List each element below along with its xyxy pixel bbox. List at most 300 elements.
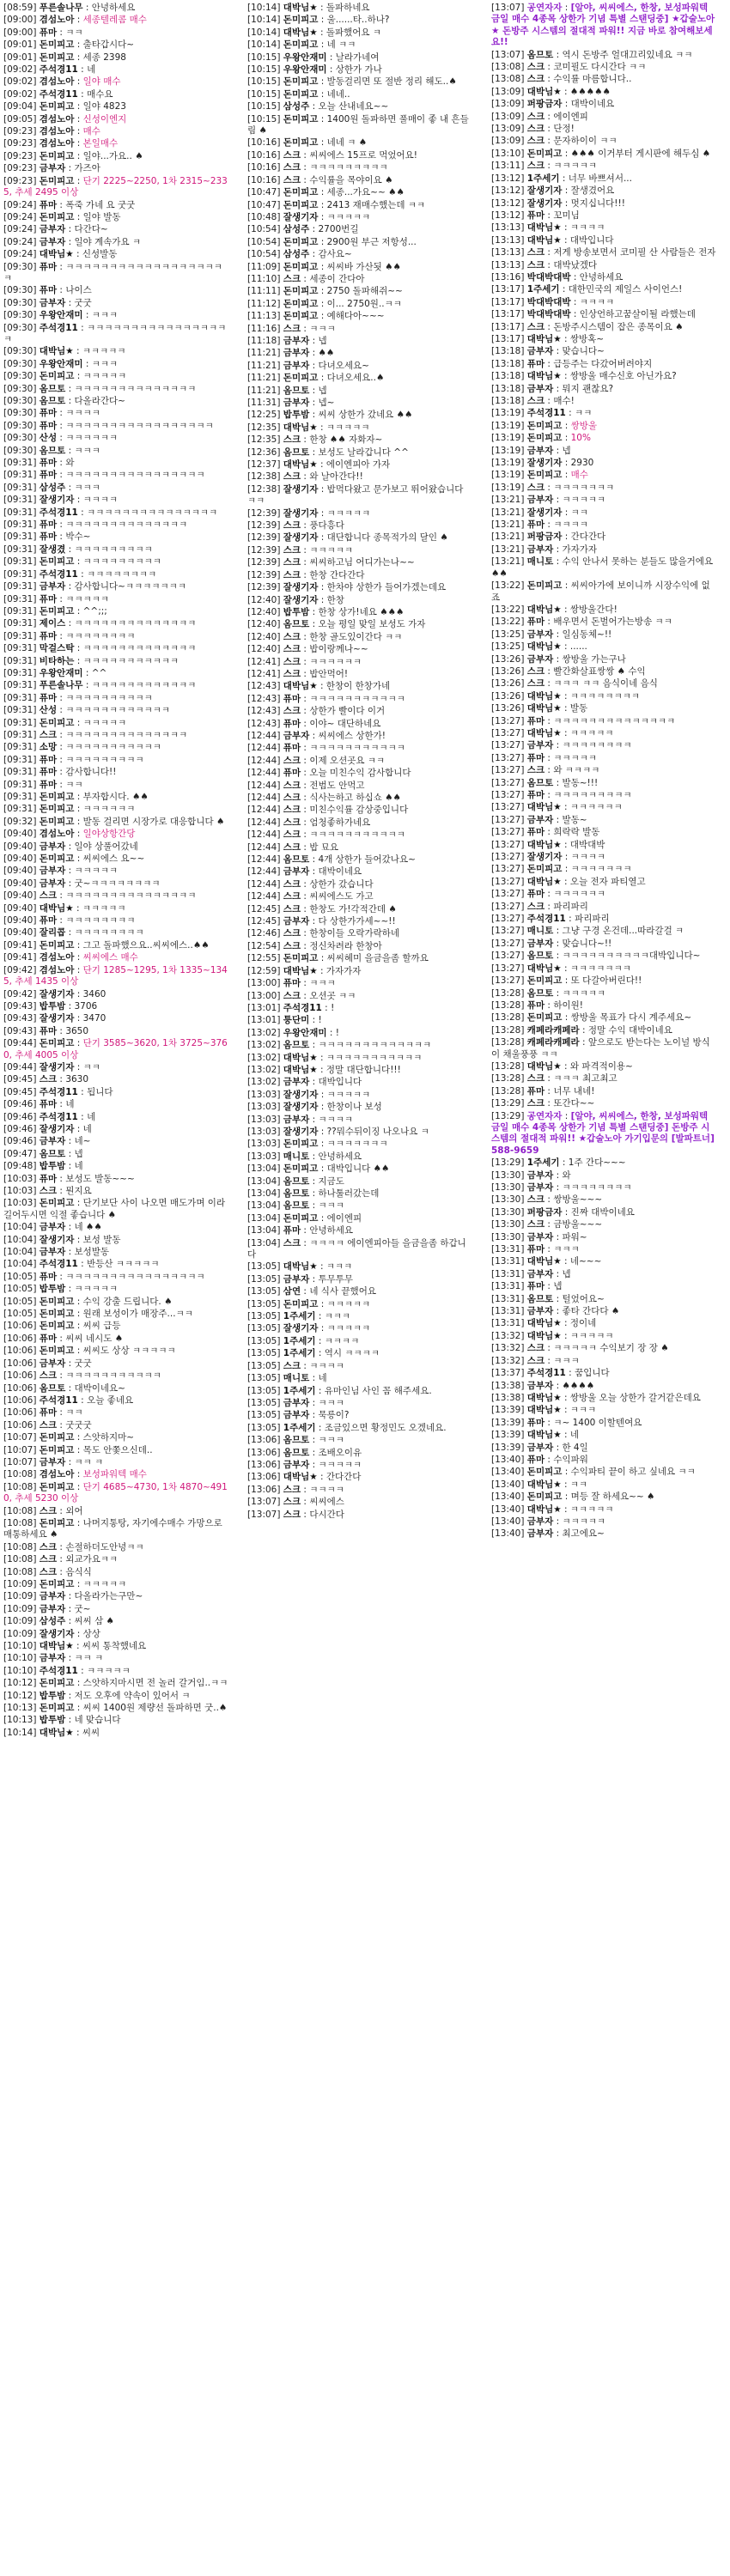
message-text: 오늘 미친수익 감사합니다 [309, 768, 411, 779]
author-separator: : [77, 64, 88, 76]
message-text: ㅋㅋㅋㅋㅋ [569, 1504, 614, 1515]
author-separator: : [561, 1256, 570, 1267]
chat-message [3, 64, 228, 76]
chat-message [491, 889, 716, 901]
message-timestamp: [13:27] [491, 975, 525, 987]
message-author: 퓨마 [283, 978, 301, 989]
chat-message [247, 854, 472, 866]
message-author: 밥투밤 [39, 1284, 66, 1295]
author-separator: : [315, 1335, 325, 1346]
message-author: 잘생기자 [283, 594, 319, 605]
message-text: 이... 2750원..ㅋㅋ [326, 298, 402, 309]
message-timestamp: [11:13] [247, 311, 281, 322]
message-timestamp: [13:03] [247, 1139, 281, 1150]
author-separator: : [561, 86, 570, 97]
author-separator: : [318, 298, 327, 309]
message-author: 스크 [283, 940, 301, 951]
chat-message [247, 3, 472, 15]
author-separator: : [65, 1591, 75, 1602]
author-separator: : [74, 52, 83, 63]
chat-message [491, 284, 716, 296]
message-timestamp: [09:30] [3, 261, 37, 272]
chat-message [491, 802, 716, 814]
message-timestamp: [13:31] [491, 1306, 525, 1317]
author-separator: : [553, 1380, 563, 1391]
message-author: 스크 [283, 644, 301, 655]
message-text: 단기 2225~2250, 1차 2315~2335, 추세 2495 이상 [3, 175, 228, 198]
chat-column-2 [247, 3, 472, 2570]
author-separator: : [317, 1472, 326, 1483]
message-timestamp: [13:09] [491, 111, 525, 122]
message-timestamp: [10:10] [3, 1641, 37, 1652]
author-separator: : [57, 261, 66, 272]
chat-message [3, 1038, 228, 1062]
message-timestamp: [12:40] [247, 631, 281, 642]
message-text: ㅋㅋ ㅋ [74, 1653, 104, 1664]
message-timestamp: [10:06] [3, 1394, 37, 1406]
message-text: 보성발동 [74, 1247, 110, 1258]
message-timestamp: [10:05] [3, 1271, 37, 1282]
chat-message [247, 669, 472, 681]
message-author: 스크 [39, 1566, 58, 1577]
message-text: 씨씨 통착했네요 [82, 1641, 147, 1652]
message-text: 씨씨에스도 가고 [309, 891, 374, 902]
message-author: 스크 [39, 1074, 58, 1085]
author-separator: : [565, 408, 575, 419]
message-author: 금부자 [283, 1077, 310, 1088]
chat-message [491, 951, 716, 963]
message-text: 좋타 간다다 ♠ [562, 1306, 620, 1317]
message-timestamp: [09:40] [3, 829, 37, 840]
chat-message [491, 815, 716, 827]
message-author: 옴므토 [39, 1148, 66, 1159]
message-text: 뭔지요 [65, 1186, 92, 1196]
message-text: 대박대박 [569, 839, 605, 850]
message-author: 스크 [39, 1505, 58, 1516]
message-author: 금부자 [39, 878, 66, 889]
chat-message [491, 629, 716, 641]
message-author: 옴므토 [283, 1176, 310, 1187]
message-text: 대박이네요 [570, 99, 615, 110]
message-timestamp: [11:10] [247, 273, 281, 284]
message-author: 옴므토 [39, 396, 66, 406]
message-timestamp: [13:28] [491, 1024, 525, 1036]
chat-message [3, 1136, 228, 1148]
message-timestamp: [09:23] [3, 126, 37, 137]
message-timestamp: [12:45] [247, 916, 281, 927]
message-text: ㅋㅋㅋㅋㅋㅋㅋㅋ [569, 690, 641, 702]
author-separator: : [74, 1309, 83, 1320]
message-timestamp: [13:21] [491, 532, 525, 543]
message-text: ㅋㅋㅋㅋㅋ [74, 866, 119, 877]
chat-message [3, 138, 228, 150]
message-author: 금부자 [283, 1410, 310, 1421]
message-text: ㅋㅋㅋㅋㅋ [569, 727, 614, 738]
author-separator: : [74, 1432, 83, 1443]
message-text: ㅋㅋㅋㅋㅋ [82, 902, 126, 914]
message-timestamp: [13:19] [491, 482, 525, 493]
message-author: 대박님★ [283, 27, 318, 38]
chat-message [247, 471, 472, 483]
message-text: ㅋㅋ [82, 1061, 100, 1072]
author-separator: : [301, 149, 310, 161]
message-author: 스크 [283, 928, 301, 939]
chat-message [247, 756, 472, 768]
chat-message [247, 768, 472, 780]
message-timestamp: [13:06] [247, 1472, 281, 1483]
message-timestamp: [13:32] [491, 1343, 525, 1354]
author-separator: : [65, 1382, 75, 1394]
author-separator: : [301, 768, 310, 779]
chat-message [3, 89, 228, 101]
chat-message [3, 730, 228, 742]
chat-message [3, 212, 228, 224]
author-separator: : [74, 854, 83, 865]
message-text: ㅋㅋㅋㅋ [569, 222, 605, 234]
message-timestamp: [12:44] [247, 730, 281, 741]
author-separator: : [309, 1397, 319, 1408]
message-author: 옴므토 [283, 1040, 310, 1051]
author-separator: : [317, 1064, 326, 1075]
message-timestamp: [09:40] [3, 890, 37, 902]
message-text: 저게 방송보면서 코미필 산 사람들은 전자 [553, 247, 716, 258]
message-timestamp: [10:08] [3, 1541, 37, 1552]
message-timestamp: [13:06] [247, 1484, 281, 1495]
message-text: ㅋㅋㅋㅋㅋㅋㅋㅋㅋㅋㅋㅋㅋㅋㅋ [65, 890, 197, 902]
message-timestamp: [13:21] [491, 495, 525, 506]
message-text: ㅋㅋㅋㅋㅋㅋㅋ [553, 482, 615, 493]
author-separator: : [544, 1454, 554, 1465]
chat-message [247, 508, 472, 520]
message-author: 퓨마 [39, 408, 58, 419]
message-text: ㅋㅋㅋㅋㅋㅋㅋㅋㅋ [82, 556, 161, 568]
message-timestamp: [09:23] [3, 175, 37, 186]
message-timestamp: [09:43] [3, 1025, 37, 1036]
message-timestamp: [10:08] [3, 1481, 37, 1492]
message-author: 스크 [526, 247, 545, 258]
author-separator: : [309, 1447, 319, 1458]
message-timestamp: [09:31] [3, 742, 37, 753]
author-separator: : [315, 1348, 325, 1359]
message-timestamp: [13:21] [491, 544, 525, 555]
chat-message [247, 1348, 472, 1360]
message-text: 안녕하세요 [579, 271, 624, 283]
chat-message [3, 556, 228, 568]
message-author: 금부자 [526, 1442, 554, 1453]
author-separator: : [301, 805, 310, 816]
author-separator: : [301, 174, 310, 185]
message-author: 돈미피고 [39, 792, 75, 802]
author-separator: : [544, 136, 554, 147]
author-separator: : [562, 148, 571, 159]
author-separator: : [77, 507, 88, 518]
chat-message [491, 1306, 716, 1318]
author-separator: : [318, 1323, 327, 1334]
message-author: 옴므토 [283, 1188, 310, 1199]
message-timestamp: [13:28] [491, 999, 525, 1011]
chat-message [3, 1395, 228, 1407]
message-text: ㅋㅋㅋㅋㅋㅋㅋㅋ [65, 630, 136, 641]
message-timestamp: [13:19] [491, 470, 525, 481]
chat-message [247, 1163, 472, 1176]
author-separator: : [309, 348, 319, 359]
message-text: 나이스 [65, 285, 92, 296]
message-text: ㅋㅋㅋㅋㅋㅋㅋㅋㅋ [65, 754, 144, 765]
message-timestamp: [13:27] [491, 765, 525, 776]
message-timestamp: [13:05] [247, 1261, 281, 1273]
author-separator: : [73, 346, 82, 357]
message-author: 금부자 [526, 1528, 554, 1540]
message-author: 우왕안재미 [39, 358, 83, 369]
message-text: 뭐지 괜찮요? [562, 383, 614, 394]
message-author: 퓨마 [526, 790, 545, 800]
author-separator: : [317, 1052, 326, 1063]
chat-message [491, 1269, 716, 1281]
author-separator: : [57, 630, 66, 641]
message-author: 대박님★ [526, 86, 562, 97]
message-text: ㅋㅋ [569, 1479, 588, 1490]
message-timestamp: [10:06] [3, 1370, 37, 1382]
chat-message [3, 408, 228, 420]
message-timestamp: [13:31] [491, 1318, 525, 1329]
author-separator: : [65, 1456, 75, 1467]
message-timestamp: [11:21] [247, 348, 281, 359]
chat-message [247, 459, 472, 471]
message-author: 매니토 [526, 556, 554, 568]
chat-message [491, 1455, 716, 1467]
message-author: 돈미피고 [39, 804, 75, 815]
author-separator: : [561, 222, 570, 234]
chat-message [3, 1099, 228, 1111]
author-separator: : [57, 420, 66, 431]
chat-message [247, 941, 472, 953]
author-separator: : [57, 285, 66, 296]
message-timestamp: [09:42] [3, 988, 37, 999]
chat-message [3, 569, 228, 581]
chat-message [491, 666, 716, 678]
chat-message [491, 1111, 716, 1158]
author-separator: : [309, 866, 319, 878]
chat-message [491, 235, 716, 247]
chat-message [491, 136, 716, 148]
message-author: 삼연 [283, 1286, 301, 1297]
chat-message [3, 224, 228, 236]
author-separator: : [318, 582, 327, 593]
chat-message [491, 495, 716, 507]
chat-message [3, 817, 228, 829]
message-timestamp: [10:16] [247, 174, 281, 185]
chat-message [247, 1090, 472, 1102]
message-text: ㅋㅋㅋㅋㅋㅋㅋㅋㅋㅋㅋ [65, 742, 161, 753]
message-author: 스크 [526, 74, 545, 85]
message-author: 퓨마 [283, 768, 301, 779]
message-author: 옴므토 [39, 383, 66, 394]
message-author: 대박님★ [526, 222, 562, 234]
message-author: 스크 [526, 259, 545, 270]
message-text: ♠♠♠♠♠ [569, 86, 611, 97]
chat-message [3, 359, 228, 371]
message-timestamp: [13:04] [247, 1237, 281, 1249]
message-timestamp: [13:05] [247, 1311, 281, 1322]
author-separator: : [57, 1099, 66, 1110]
message-author: 1주세기 [283, 1422, 316, 1433]
author-separator: : [553, 1268, 563, 1279]
message-text: ㅋㅋㅋㅋㅋ [553, 161, 598, 172]
message-text: 세종...가요~~ ♠♠ [326, 187, 405, 198]
message-timestamp: [12:43] [247, 681, 281, 692]
author-separator: : [318, 286, 327, 297]
chat-message [491, 1000, 716, 1012]
chat-message [247, 1373, 472, 1385]
message-author: 스크 [283, 668, 301, 679]
author-separator: : [301, 1360, 310, 1371]
chat-message [3, 1567, 228, 1579]
message-timestamp: [13:39] [491, 1405, 525, 1416]
chat-message [3, 1457, 228, 1469]
author-separator: : [553, 987, 563, 999]
message-text: 한창도 가!각적간데 ♠ [309, 903, 397, 914]
chat-message [247, 262, 472, 274]
author-separator: : [309, 410, 319, 421]
chat-message [491, 1318, 716, 1330]
chat-message [491, 852, 716, 864]
message-text: ㅋㅋ [65, 1407, 83, 1419]
message-text: 대박입니다 [569, 234, 614, 246]
author-separator: : [65, 1690, 75, 1701]
message-timestamp: [10:08] [3, 1566, 37, 1577]
author-separator: : [77, 1394, 88, 1406]
chat-message [3, 606, 228, 618]
message-text: ㅋㅋㅋㅋㅋㅋㅋㅋㅋㅋㅋㅋㅋㅋ [74, 383, 197, 394]
message-timestamp: [13:17] [491, 333, 525, 344]
message-timestamp: [10:04] [3, 1234, 37, 1245]
chat-message [247, 1053, 472, 1065]
message-author: 퓨마 [39, 692, 58, 703]
chat-message [491, 641, 716, 653]
message-author: 돈미피고 [526, 864, 563, 875]
message-text: ㅋㅋㅋㅋㅋㅋㅋㅋㅋ [74, 544, 153, 555]
message-text: 굿~ㅋㅋㅋㅋㅋㅋㅋㅋ [74, 878, 161, 889]
author-separator: : [570, 296, 580, 307]
chat-message [247, 89, 472, 101]
message-text: 와 파격적이용~ [569, 1060, 633, 1072]
message-timestamp: [13:17] [491, 284, 525, 295]
author-separator: : [544, 62, 554, 73]
message-timestamp: [10:05] [3, 1296, 37, 1307]
message-author: 스크 [283, 1237, 301, 1249]
chat-message [247, 1274, 472, 1286]
chat-message [247, 286, 472, 298]
message-text: 코미필도 다시간다 ㅋㅋ [553, 62, 647, 73]
message-text: 정말 수익 대박이네요 [587, 1024, 672, 1036]
message-timestamp: [09:31] [3, 729, 37, 740]
message-author: 밥투밤 [283, 410, 310, 421]
message-author: 스크 [526, 1219, 545, 1230]
message-timestamp: [13:40] [491, 1454, 525, 1465]
message-text: 신성발동 [82, 249, 118, 260]
message-text: ㅋㅋㅋ [318, 1397, 344, 1408]
author-separator: : [561, 839, 570, 850]
message-timestamp: [09:31] [3, 495, 37, 506]
message-author: 스크 [39, 1419, 58, 1431]
message-text: 1400원 돌파하면 풀매이 좋 내 흔들림 ♠ [247, 113, 469, 137]
author-separator: : [57, 433, 66, 444]
message-timestamp: [13:07] [247, 1497, 281, 1508]
message-author: 제이스 [39, 618, 66, 629]
message-text: 풍다흥다 [309, 520, 344, 532]
message-text: 씨씨아가에 보이니까 시장수익에 없죠 [491, 580, 710, 603]
author-separator: : [301, 668, 310, 679]
message-text: 지금도 [318, 1176, 344, 1187]
chat-message [247, 137, 472, 149]
message-text: 외어 [65, 1505, 83, 1516]
message-timestamp: [09:43] [3, 1013, 37, 1024]
message-text: 단기 3585~3620, 1차 3725~3760, 추세 4005 이상 [3, 1038, 228, 1060]
chat-message [491, 1516, 716, 1528]
message-author: 돈미피고 [39, 1296, 75, 1307]
chat-message [491, 309, 716, 321]
chat-message [3, 1026, 228, 1038]
message-timestamp: [12:43] [247, 706, 281, 717]
message-timestamp: [13:28] [491, 1012, 525, 1024]
message-text: ㅋㅋㅋㅋ [82, 495, 119, 506]
message-author: 우왕안재미 [283, 64, 327, 76]
chat-message [491, 124, 716, 136]
message-author: 잘생기자 [39, 495, 75, 506]
message-text: ㅋㅋ ㅋ [74, 1456, 104, 1467]
message-timestamp: [13:01] [247, 1015, 281, 1026]
author-separator: : [301, 544, 310, 556]
author-separator: : [77, 1259, 88, 1270]
chat-message [247, 1435, 472, 1447]
author-separator: : [74, 1123, 83, 1134]
message-timestamp: [13:05] [247, 1298, 281, 1309]
message-text: ㅋㅋㅋㅋㅋ [562, 1516, 606, 1527]
author-separator: : [544, 1085, 554, 1097]
author-separator: : [318, 1212, 327, 1224]
message-author: 소망 [39, 742, 58, 753]
message-author: 스크 [283, 149, 301, 161]
message-author: 퓨마 [283, 718, 301, 729]
chat-message [247, 657, 472, 669]
author-separator: : [553, 1442, 563, 1453]
message-author: 대박님★ [526, 371, 562, 382]
author-separator: : [562, 458, 571, 469]
author-separator: : [562, 1467, 571, 1478]
message-author: 퓨마 [39, 458, 58, 469]
chat-message [247, 76, 472, 88]
author-separator: : [57, 532, 66, 543]
message-text: 한창 골도있이간다 ㅋㅋ [309, 631, 403, 642]
message-timestamp: [13:27] [491, 790, 525, 800]
message-text: ㅋㅋㅋ [553, 1355, 580, 1366]
message-timestamp: [13:28] [491, 1073, 525, 1084]
message-author: 스크 [526, 62, 545, 73]
message-timestamp: [13:02] [247, 1052, 281, 1063]
message-timestamp: [12:40] [247, 619, 281, 630]
author-separator: : [65, 1616, 75, 1627]
message-author: 스크 [283, 805, 301, 816]
message-text: 단기 1285~1295, 1차 1335~1345, 추세 1435 이상 [3, 964, 228, 987]
message-text: ㅋㅋㅋㅋㅋㅋㅋㅋㅋㅋㅋ [65, 1370, 161, 1382]
message-timestamp: [13:03] [247, 1151, 281, 1162]
author-separator: : [57, 705, 66, 716]
message-timestamp: [09:31] [3, 630, 37, 641]
chat-message [247, 1077, 472, 1089]
author-separator: : [74, 15, 83, 26]
message-text: 감사합니다!! [65, 767, 117, 778]
message-text: 식사는하고 하십쇼 ♠♠ [309, 793, 401, 803]
